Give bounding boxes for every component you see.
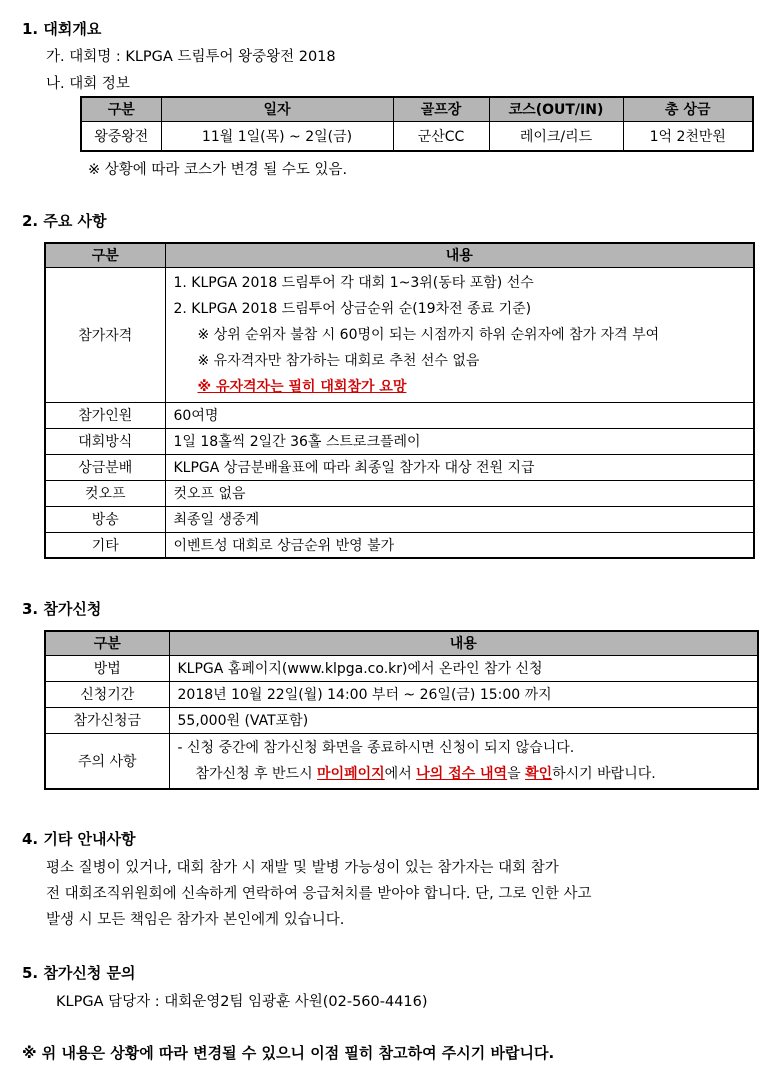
my-registration-text: 나의 접수 내역 (416, 765, 508, 782)
cell-label: 상금분배 (45, 454, 165, 480)
caution-line: - 신청 중간에 참가신청 화면을 종료하시면 신청이 되지 않습니다. (177, 739, 575, 756)
header-category: 구분 (45, 631, 169, 655)
table-row (45, 681, 758, 707)
table-row (45, 480, 754, 506)
table-row (45, 506, 754, 532)
cell-label: 참가신청금 (45, 707, 169, 733)
table-row (45, 454, 754, 480)
qualification-line: 2. KLPGA 2018 드림투어 상금순위 순(19차전 종료 기준) (173, 300, 532, 317)
table-row (81, 121, 753, 151)
notice-line: 발생 시 모든 책임은 참가자 본인에게 있습니다. (46, 912, 345, 928)
cell-value: KLPGA 홈페이지(www.klpga.co.kr)에서 온라인 참가 신청 (169, 655, 758, 681)
cell-label: 방법 (45, 655, 169, 681)
table-row (45, 428, 754, 454)
section4-heading: 4. 기타 안내사항 (22, 830, 136, 848)
main-details-table (44, 242, 755, 559)
cell-value: 이벤트성 대회로 상금순위 반영 불가 (165, 532, 754, 558)
cell-label: 방송 (45, 506, 165, 532)
cell-value: KLPGA 상금분배율표에 따라 최종일 참가자 대상 전원 지급 (165, 454, 754, 480)
cell-value: 60여명 (165, 402, 754, 428)
section5-heading: 5. 참가신청 문의 (22, 964, 136, 982)
cell-caution-label: 주의 사항 (45, 733, 169, 789)
header-content: 내용 (165, 243, 754, 267)
cell-course: 레이크/리드 (489, 121, 623, 151)
qualification-note: ※ 유자격자만 참가하는 대회로 추천 선수 없음 (197, 352, 480, 369)
qualification-note: ※ 상위 순위자 불참 시 60명이 되는 시점까지 하위 순위자에 참가 자격 부여 (197, 326, 660, 343)
table-row (45, 267, 754, 402)
tournament-info-label: 나. 대회 정보 (46, 76, 130, 92)
confirm-text: 확인 (525, 765, 553, 782)
header-content: 내용 (169, 631, 758, 655)
table-row (45, 402, 754, 428)
application-table (44, 630, 759, 790)
notice-line: 평소 질병이 있거나, 대회 참가 시 재발 및 발병 가능성이 있는 참가자는 대회 참가 (46, 860, 559, 876)
cell-label: 기타 (45, 532, 165, 558)
table-row (45, 707, 758, 733)
header-date: 일자 (161, 97, 393, 121)
contact-info: KLPGA 담당자 : 대회운영2팀 임광훈 사원(02-560-4416) (56, 994, 428, 1010)
cell-value: 최종일 생중계 (165, 506, 754, 532)
cell-label: 신청기간 (45, 681, 169, 707)
header-category: 구분 (45, 243, 165, 267)
cell-label: 컷오프 (45, 480, 165, 506)
section2-heading: 2. 주요 사항 (22, 212, 107, 230)
cell-value: 55,000원 (VAT포함) (169, 707, 758, 733)
cell-label: 대회방식 (45, 428, 165, 454)
tournament-name: 가. 대회명 : KLPGA 드림투어 왕중왕전 2018 (46, 49, 336, 65)
cell-value: 컷오프 없음 (165, 480, 754, 506)
tournament-info-table (80, 96, 754, 152)
cell-prize: 1억 2천만원 (623, 121, 753, 151)
cell-caution (169, 733, 758, 789)
course-change-note: ※ 상황에 따라 코스가 변경 될 수도 있음. (88, 162, 348, 178)
cell-value: 1일 18홀씩 2일간 36홀 스트로크플레이 (165, 428, 754, 454)
qualification-warning: ※ 유자격자는 필히 대회참가 요망 (197, 378, 407, 395)
cell-date: 11월 1일(목) ~ 2일(금) (161, 121, 393, 151)
header-prize: 총 상금 (623, 97, 753, 121)
table-row (45, 655, 758, 681)
cell-qualification (165, 267, 754, 402)
table-row (45, 733, 758, 789)
notice-line: 전 대회조직위원회에 신속하게 연락하여 응급처치를 받아야 합니다. 단, 그로 인한 사고 (46, 886, 592, 902)
cell-label: 참가인원 (45, 402, 165, 428)
footer-note: ※ 위 내용은 상황에 따라 변경될 수 있으니 이점 필히 참고하여 주시기 바랍니다. (22, 1044, 555, 1062)
cell-golf-course: 군산CC (393, 121, 489, 151)
table-row (45, 532, 754, 558)
cell-category: 왕중왕전 (81, 121, 161, 151)
caution-line: 참가신청 후 반드시 마이페이지에서 나의 접수 내역을 확인하시기 바랍니다. (195, 765, 656, 782)
header-category: 구분 (81, 97, 161, 121)
section3-heading: 3. 참가신청 (22, 600, 102, 618)
header-golf-course: 골프장 (393, 97, 489, 121)
cell-value: 2018년 10월 22일(월) 14:00 부터 ~ 26일(금) 15:00 까지 (169, 681, 758, 707)
qualification-line: 1. KLPGA 2018 드림투어 각 대회 1~3위(동타 포함) 선수 (173, 274, 534, 291)
header-course: 코스(OUT/IN) (489, 97, 623, 121)
mypage-link-text: 마이페이지 (317, 765, 385, 782)
cell-qualification-label: 참가자격 (45, 267, 165, 402)
section1-heading: 1. 대회개요 (22, 20, 102, 38)
